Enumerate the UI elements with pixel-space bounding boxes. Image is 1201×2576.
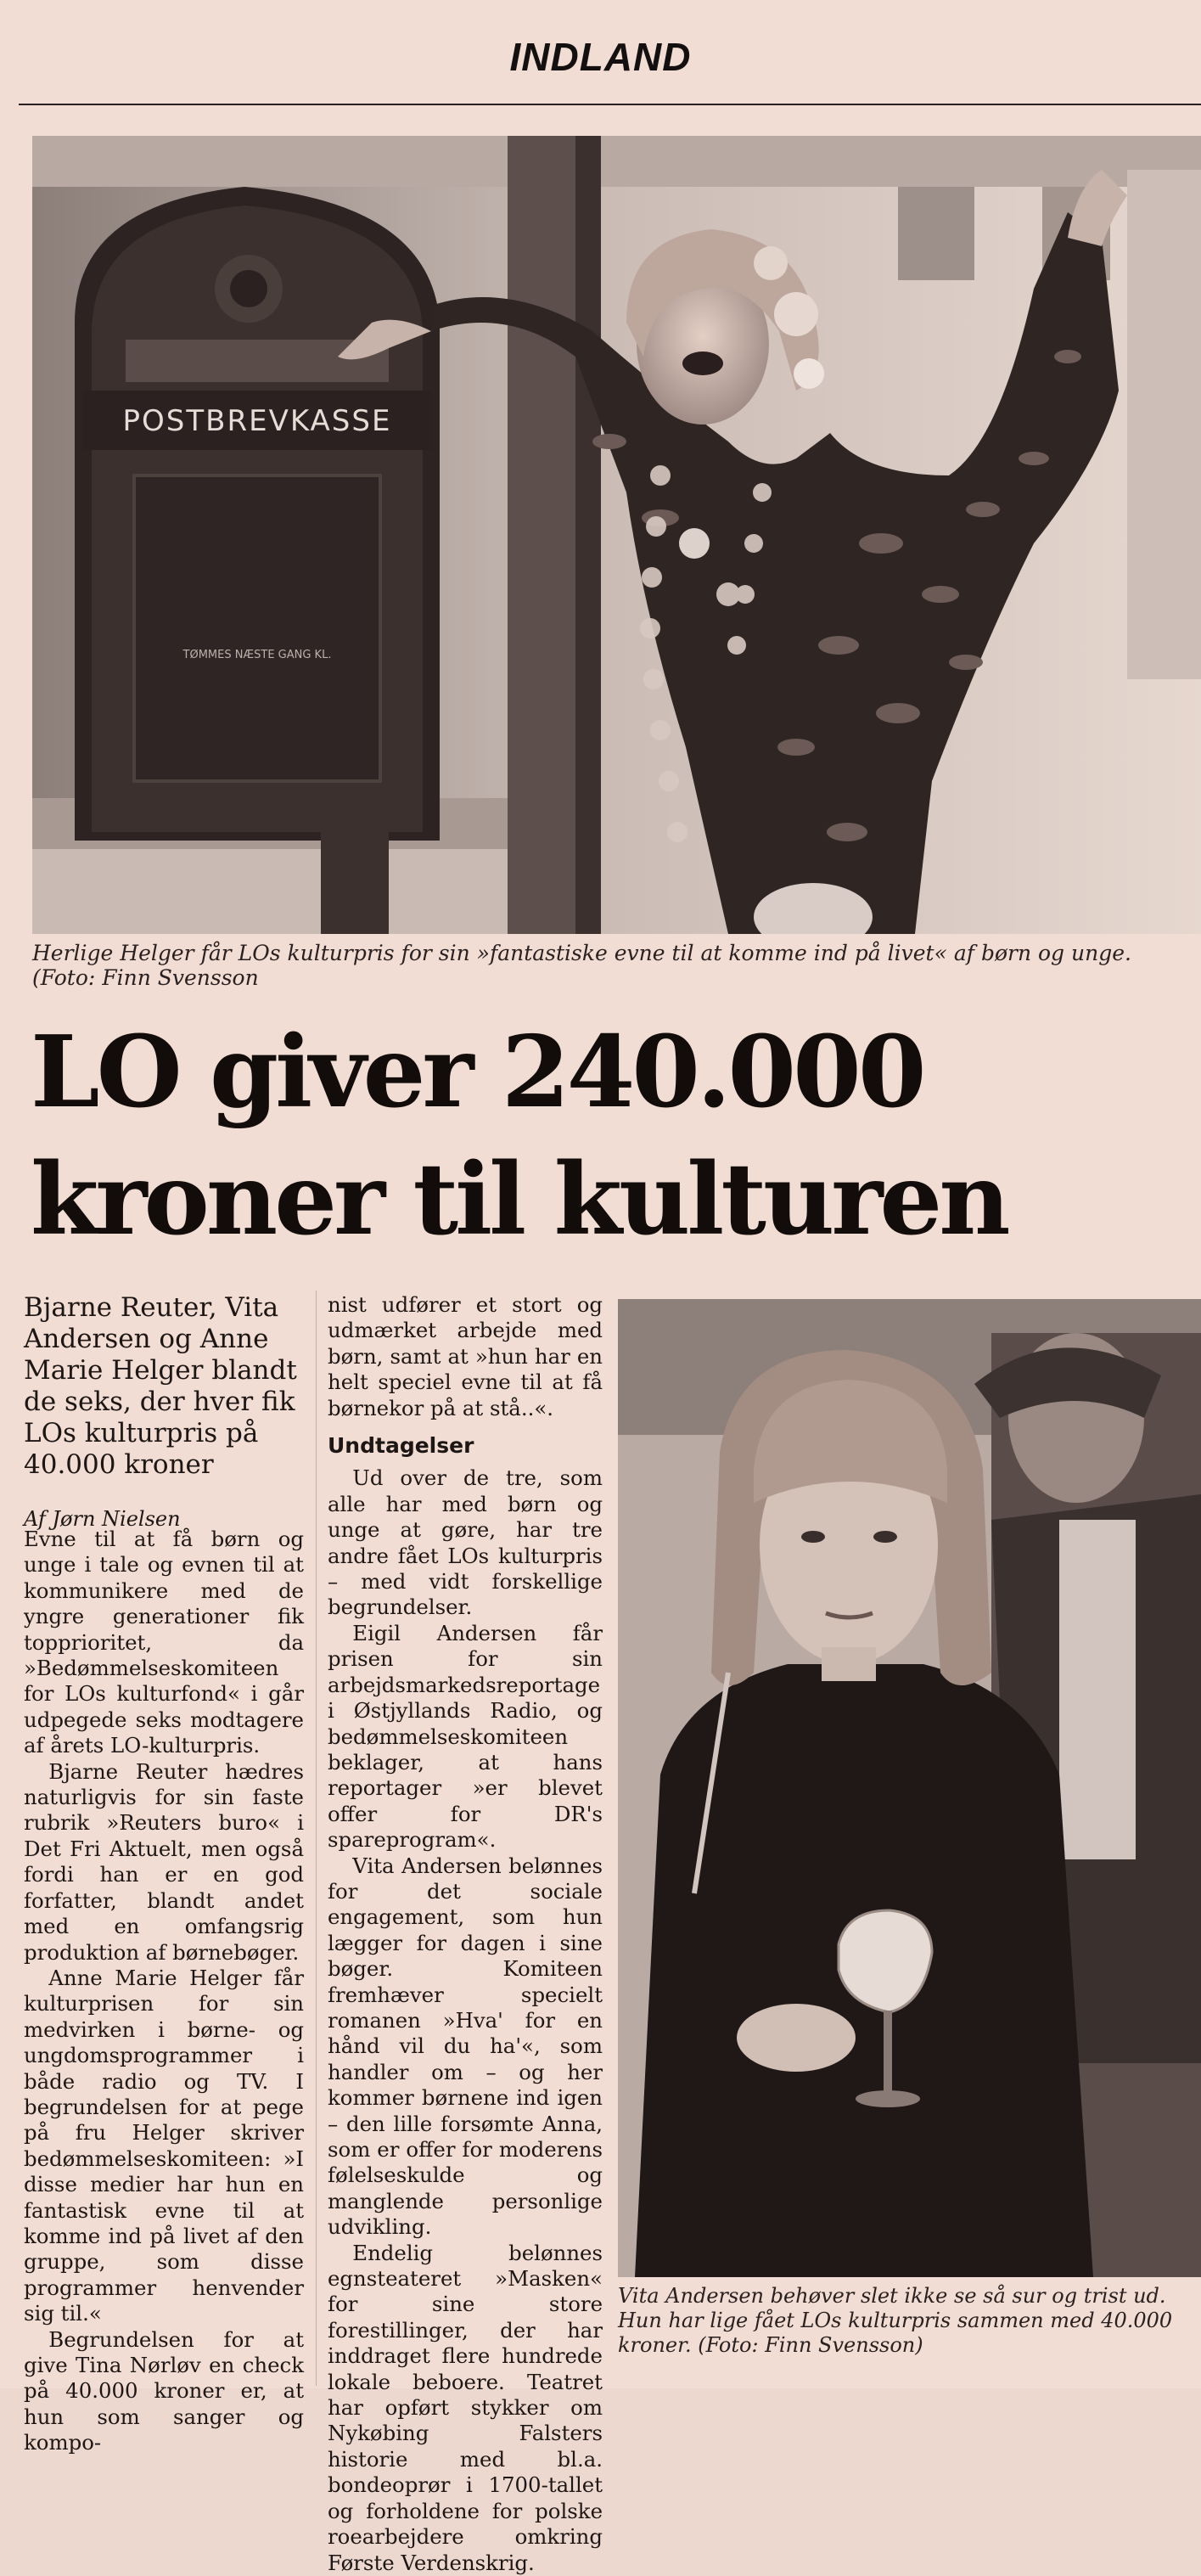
photo-caption-top: Herlige Helger får LOs kulturpris for sin »fantastiske evne til at komme ind på livet« af børn og unge. (Foto: Finn Svensson bbox=[32, 941, 1131, 990]
headline bbox=[31, 1009, 1201, 1263]
photo-helger-image bbox=[32, 136, 1201, 934]
byline: Af Jørn Nielsen bbox=[24, 1507, 181, 1531]
header-rule bbox=[19, 104, 1201, 105]
photo-vita-andersen bbox=[618, 1299, 1201, 2277]
paragraph: Endelig belønnes egnsteateret »Masken« for sine store forestillinger, der har inddraget flere hundrede lokale beboere. Teatret har opført stykker om Nykøbing Falsters historie med bl.a. bondeoprør i 1700-tallet og forholdene for polske roearbejdere omkring Første Verdenskrig. bbox=[328, 2240, 603, 2575]
paragraph: Begrundelsen for at give Tina Nørløv en check på 40.000 kroner er, at hun som sanger og kompo- bbox=[24, 2326, 304, 2455]
article-lead: Bjarne Reuter, Vita Andersen og Anne Marie Helger blandt de seks, der hver fik LOs kulturpris på 40.000 kroner bbox=[24, 1292, 297, 1480]
mailbox-label: POSTBREVKASSE bbox=[122, 404, 392, 438]
headline-line-2: kroner til kulturen bbox=[31, 1142, 1007, 1257]
photo-helger-mailbox bbox=[32, 136, 1201, 934]
paragraph: Anne Marie Helger får kulturprisen for sin medvirken i børne- og ungdomsprogrammer i både radio og TV. I begrundelsen for at pege på fru Helger skriver bedømmelseskomiteen: »I disse medier har hun en fantastisk evne til at komme ind på livet af den gruppe, som disse programmer henvender sig til.« bbox=[24, 1965, 304, 2326]
article-column-2 bbox=[328, 1292, 603, 2576]
paragraph: Vita Andersen belønnes for det sociale engagement, som hun lægger for dagen i sine bøger. Komiteen fremhæver specielt romanen »Hva' for en hånd vil du ha'«, som handler om – og her kommer børnene ind igen – den lille forsømte Anna, som er offer for moderens følelseskulde og manglende personlige udvikling. bbox=[328, 1853, 603, 2240]
mailbox-small-text: TØMMES NÆSTE GANG KL. bbox=[182, 649, 332, 661]
article-column-1 bbox=[24, 1527, 304, 2456]
paragraph: Bjarne Reuter hædres naturligvis for sin faste rubrik »Reuters buro« i Det Fri Aktuelt, men også fordi han er en god forfatter, blandt andet med en omfangsrig produktion af børnebøger. bbox=[24, 1758, 304, 1965]
paragraph: nist udfører et stort og udmærket arbejde med børn, samt at »hun har en helt speciel evne til at få børnekor på at stå..«. bbox=[328, 1292, 603, 1420]
photo-caption-bottom: Vita Andersen behøver slet ikke se så sur og trist ud. Hun har lige fået LOs kulturpris sammen med 40.000 kroner. (Foto: Finn Svensson) bbox=[618, 2284, 1173, 2357]
subheading: Undtagelser bbox=[328, 1433, 474, 1459]
lead-block bbox=[24, 1292, 312, 1547]
paragraph: Eigil Andersen får prisen for sin arbejdsmarkedsreportage i Østjyllands Radio, og bedømmelseskomiteen beklager, at hans reportager »er blevet offer for DR's spareprogram«. bbox=[328, 1620, 603, 1853]
headline-line-1: LO giver 240.000 bbox=[31, 1015, 923, 1130]
paragraph: Ud over de tre, som alle har med børn og unge at gøre, har tre andre fået LOs kulturpris – med vidt forskellige begrundelser. bbox=[328, 1465, 603, 1620]
paragraph: Evne til at få børn og unge i tale og evnen til at kommunikere med de yngre generationer fik topprioritet, da »Bedømmelseskomiteen for LOs kulturfond« i går udpegede seks modtagere af årets LO-kulturpris. bbox=[24, 1527, 304, 1758]
photo-vita-image bbox=[618, 1299, 1201, 2277]
section-title: INDLAND bbox=[509, 35, 692, 79]
column-divider bbox=[316, 1291, 317, 2386]
